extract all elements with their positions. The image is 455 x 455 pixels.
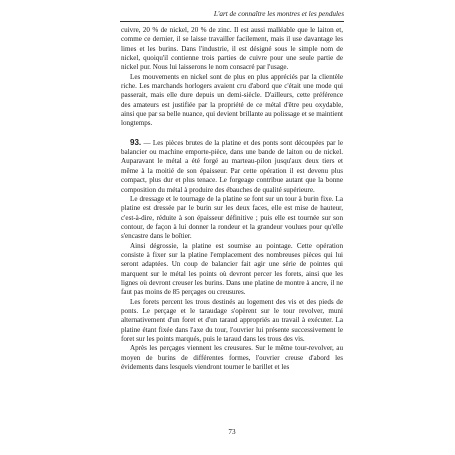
page-number: 73	[228, 428, 236, 436]
paragraph: Le dressage et le tournage de la platine se font sur un tour à burin fixe. La platine est dressée par le burin sur les deux faces, elle est mise de hauteur, c'est-à-dire, réduite à son épaisseur définitive ; puis elle est tournée sur son contour, de façon à lui donner la rondeur et la grandeur voulues pour qu'elle s'encastre dans le boîtier.	[121, 194, 343, 241]
header-rule	[120, 21, 344, 22]
paragraph: Les forets percent les trous destinés au logement des vis et des pieds de ponts. Le perçage et le taraudage s'opèrent sur le tour revolver, muni alternativement d'un foret et d'un taraud appropriés au travail à exécuter. La platine étant fixée dans l'axe du tour, l'ouvrier lui présente successivement le foret sur les points marqués, puis le taraud dans les trous des vis.	[121, 297, 343, 343]
running-header: L'art de connaître les montres et les pendules	[213, 10, 344, 18]
section-number: 93.	[130, 137, 142, 147]
numbered-paragraph	[121, 138, 343, 195]
paragraph: cuivre, 20 % de nickel, 20 % de zinc. Il est aussi malléable que le laiton et, comme ce dernier, il se laisse travailler facilement, mais il use davantage les limes et les burins. Dans l'industrie, il est désigné sous le simple nom de nickel, quoiqu'il contienne trois parties de cuivre pour une seule partie de nickel pur. Nous lui laisserons le nom consacré par l'usage.	[121, 26, 343, 72]
paragraph: Les mouvements en nickel sont de plus en plus appréciés par la clientèle riche. Les marchands horlogers avaient cru d'abord que c'était une mode qui passerait, mais elle dure depuis un demi-siècle. D'ailleurs, cette préférence des amateurs est justifiée par la propriété de ce métal d'être peu oxydable, ainsi que par sa belle nuance, qui devient brillante au polissage et se maintient longtemps.	[121, 72, 343, 128]
body-text	[121, 26, 343, 372]
paragraph-text: — Les pièces brutes de la platine et des ponts sont découpées par le balancier ou machine emporte-pièce, dans une bande de laiton ou de nickel. Auparavant le métal a été forgé au marteau-pilon jusqu'aux deux tiers et même à la moitié de son épaisseur. Par cette opération il est devenu plus compact, plus dur et plus tenace. Le forgeage contribue autant que la bonne composition du métal à produire des ébauches de qualité supérieure.	[121, 138, 344, 194]
paragraph: Après les perçages viennent les creusures. Sur le même tour-revolver, au moyen de burins de différentes formes, l'ouvrier creuse d'abord les évidements dans lesquels viendront tourner le barillet et les	[121, 344, 343, 372]
paragraph: Ainsi dégrossie, la platine est soumise au pointage. Cette opération consiste à fixer sur la platine l'emplacement des nombreuses pièces qui lui seront adaptées. Un coup de balancier fait agir une série de pointes qui marquent sur le métal les points où devront percer les forets, ainsi que les lignes où devront creuser les burins. Dans une platine de montre à ancre, il ne faut pas moins de 85 perçages ou creusures.	[121, 241, 343, 297]
